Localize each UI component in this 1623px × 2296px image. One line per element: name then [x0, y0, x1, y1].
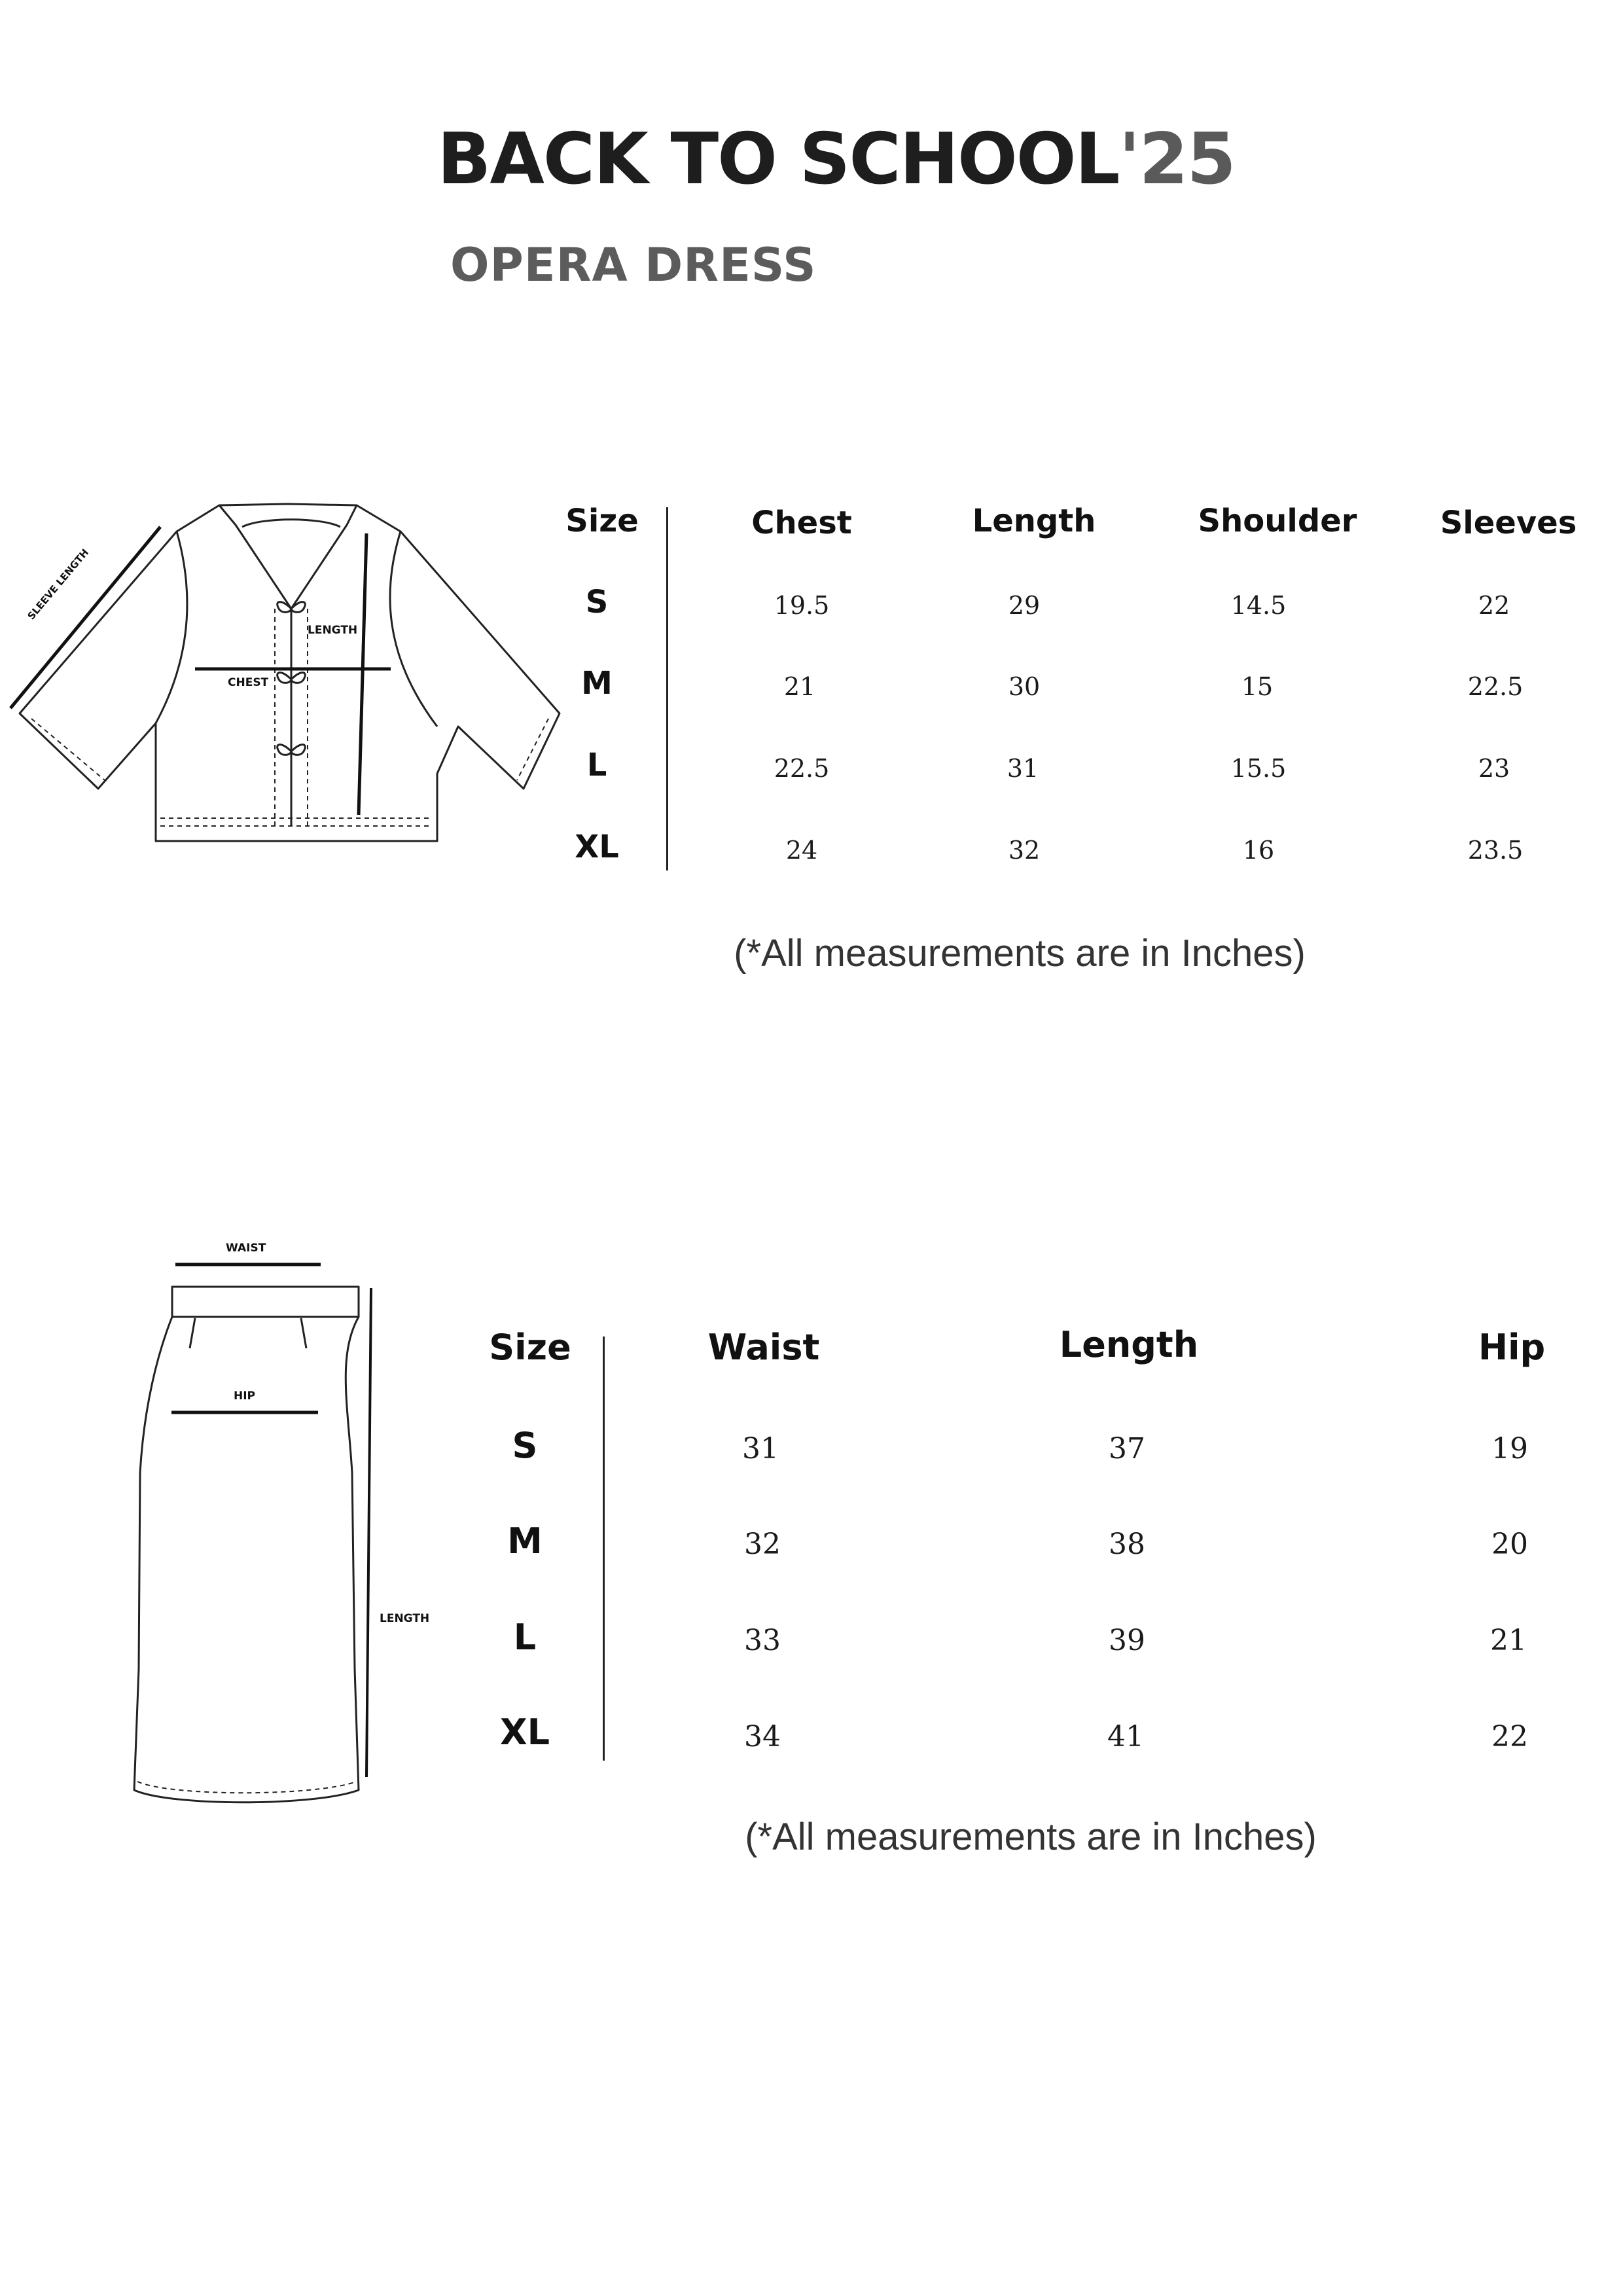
- top-cell: 24: [785, 836, 818, 865]
- bottom-cell: 19: [1491, 1432, 1528, 1465]
- bottom-row-size-s: S: [512, 1425, 538, 1466]
- top-col-sleeves: Sleeves: [1440, 505, 1577, 541]
- bottom-table-divider: [603, 1336, 605, 1761]
- bottom-cell: 31: [742, 1432, 779, 1465]
- top-row-size-xl: XL: [575, 829, 619, 865]
- bottom-cell: 39: [1109, 1624, 1145, 1657]
- top-cell: 21: [783, 672, 816, 701]
- title-text: BACK TO SCHOOL: [437, 118, 1119, 200]
- product-name: OPERA DRESS: [450, 238, 817, 292]
- bottom-row-size-m: M: [507, 1520, 543, 1562]
- top-cell: 23: [1478, 754, 1510, 783]
- bottom-cell: 34: [744, 1720, 781, 1753]
- bottom-cell: 20: [1491, 1528, 1528, 1561]
- bottom-cell: 41: [1107, 1720, 1144, 1753]
- skirt-diagram: [0, 0, 589, 1833]
- chest-label: CHEST: [228, 676, 269, 689]
- top-cell: 14.5: [1230, 591, 1287, 620]
- bottom-cell: 38: [1109, 1528, 1145, 1561]
- sleeve-length-label: SLEEVE LENGTH: [25, 547, 92, 622]
- bottom-row-size-xl: XL: [499, 1712, 550, 1753]
- top-col-size: Size: [565, 503, 639, 539]
- bottom-cell: 22: [1491, 1720, 1528, 1753]
- title-year: '25: [1118, 118, 1235, 200]
- top-col-chest: Chest: [751, 505, 852, 541]
- bottom-table-note: (*All measurements are in Inches): [745, 1816, 1317, 1858]
- top-cell: 22.5: [774, 754, 830, 783]
- bottom-col-size: Size: [489, 1327, 571, 1368]
- waist-label: WAIST: [226, 1242, 266, 1255]
- top-cell: 22: [1478, 591, 1510, 620]
- top-cell: 31: [1007, 754, 1039, 783]
- bottom-cell: 33: [744, 1624, 781, 1657]
- top-row-size-l: L: [586, 747, 607, 783]
- top-table-divider: [666, 507, 668, 870]
- bottom-col-length: Length: [1059, 1324, 1199, 1365]
- top-col-shoulder: Shoulder: [1198, 503, 1357, 539]
- top-cell: 22.5: [1467, 672, 1524, 701]
- bottom-row-size-l: L: [513, 1617, 537, 1658]
- bottom-col-hip: Hip: [1478, 1327, 1546, 1368]
- top-cell: 19.5: [774, 591, 830, 620]
- top-cell: 32: [1008, 836, 1041, 865]
- top-cell: 29: [1008, 591, 1041, 620]
- top-table-note: (*All measurements are in Inches): [734, 932, 1306, 975]
- top-cell: 15.5: [1230, 754, 1287, 783]
- bottom-cell: 37: [1109, 1432, 1145, 1465]
- top-col-length: Length: [972, 503, 1096, 539]
- top-cell: 16: [1242, 836, 1275, 865]
- hip-label: HIP: [234, 1390, 256, 1403]
- top-cell: 15: [1241, 672, 1274, 701]
- bottom-cell: 32: [744, 1528, 781, 1561]
- top-cell: 23.5: [1467, 836, 1524, 865]
- top-row-size-s: S: [585, 584, 609, 620]
- skirt-length-label: LENGTH: [380, 1612, 430, 1625]
- bottom-col-waist: Waist: [707, 1327, 820, 1368]
- top-cell: 30: [1008, 672, 1041, 701]
- bottom-cell: 21: [1490, 1624, 1527, 1657]
- jacket-length-label: LENGTH: [308, 624, 358, 637]
- top-row-size-m: M: [581, 665, 613, 702]
